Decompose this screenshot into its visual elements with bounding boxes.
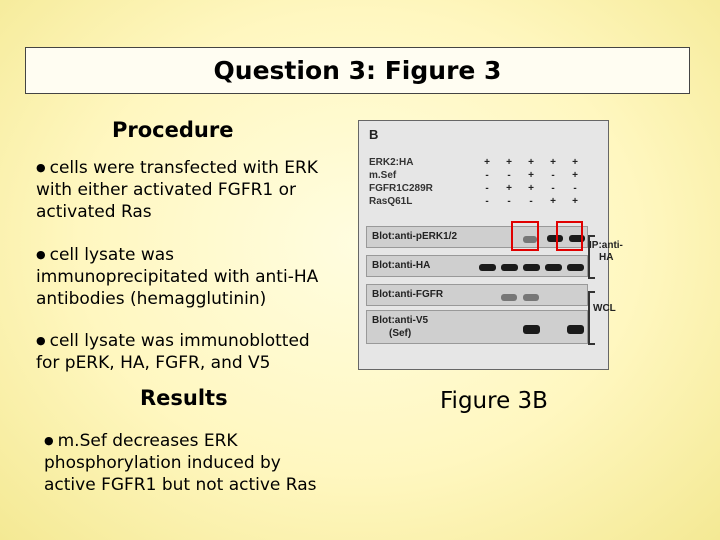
condition-label-ras: RasQ61L (369, 196, 413, 207)
bullet-dot: ● (44, 434, 54, 447)
procedure-bullet-1 (36, 157, 318, 223)
slide-title: Question 3: Figure 3 (213, 56, 502, 85)
sign-r4-l1: - (485, 196, 489, 207)
blot-label-ha: Blot:anti-HA (372, 260, 431, 271)
sign-r2-l4: - (551, 170, 555, 181)
band-fgfr-lane2 (501, 294, 517, 301)
procedure-bullet-3 (36, 330, 310, 374)
sign-r1-l5: + (572, 157, 578, 168)
sign-r1-l2: + (506, 157, 512, 168)
western-blot-figure (358, 120, 623, 370)
band-fgfr-lane3 (523, 294, 539, 301)
results-heading: Results (140, 386, 228, 410)
sign-r2-l1: - (485, 170, 489, 181)
sign-r3-l2: + (506, 183, 512, 194)
sign-r4-l2: - (507, 196, 511, 207)
bullet-dot: ● (36, 248, 46, 261)
ip-label-line-1: IP:anti- (589, 240, 623, 251)
procedure-bullet-3-line-1: cell lysate was immunoblotted (49, 331, 310, 351)
ip-label (589, 240, 623, 264)
band-ha-lane3 (523, 264, 540, 271)
procedure-bullet-1-line-2: with either activated FGFR1 or (36, 180, 297, 200)
condition-label-fgfr1: FGFR1C289R (369, 183, 433, 194)
procedure-heading: Procedure (112, 118, 234, 142)
procedure-bullet-1-line-1: cells were transfected with ERK (49, 158, 318, 178)
procedure-bullet-1-line-3: activated Ras (36, 202, 152, 222)
sign-r3-l3: + (528, 183, 534, 194)
blot-strip-fgfr (366, 284, 588, 306)
figure-panel-letter: B (369, 127, 379, 142)
highlight-box-perk-msef-ras (556, 221, 583, 251)
procedure-bullet-2-line-1: cell lysate was (49, 245, 175, 265)
sign-r1-l1: + (484, 157, 490, 168)
sign-r1-l3: + (528, 157, 534, 168)
blot-strip-perk (366, 226, 588, 248)
sign-r2-l5: + (572, 170, 578, 181)
figure-caption: Figure 3B (440, 388, 548, 414)
blot-label-fgfr: Blot:anti-FGFR (372, 289, 444, 300)
band-v5-lane3 (523, 325, 540, 334)
sign-r4-l3: - (529, 196, 533, 207)
sign-r3-l4: - (551, 183, 555, 194)
bullet-dot: ● (36, 161, 46, 174)
procedure-bullet-3-line-2: for pERK, HA, FGFR, and V5 (36, 353, 271, 373)
procedure-bullet-2-line-3: antibodies (hemagglutinin) (36, 289, 267, 309)
wcl-bracket (588, 291, 595, 345)
procedure-bullet-2-line-2: immunoprecipitated with anti-HA (36, 267, 319, 287)
ip-label-line-2: HA (599, 252, 614, 263)
wcl-label: WCL (593, 303, 616, 314)
band-ha-lane2 (501, 264, 518, 271)
sign-r3-l1: - (485, 183, 489, 194)
band-ha-lane5 (567, 264, 584, 271)
sign-r2-l2: - (507, 170, 511, 181)
bullet-dot: ● (36, 334, 46, 347)
blot-strip-ha (366, 255, 588, 277)
sign-r3-l5: - (573, 183, 577, 194)
results-bullet-1 (44, 430, 317, 496)
results-bullet-1-line-2: phosphorylation induced by (44, 453, 281, 473)
results-bullet-1-line-3: active FGFR1 but not active Ras (44, 475, 317, 495)
sign-r4-l4: + (550, 196, 556, 207)
blot-label-v5: Blot:anti-V5 (372, 315, 429, 326)
blot-sublabel-sef: (Sef) (389, 328, 412, 339)
sign-r2-l3: + (528, 170, 534, 181)
condition-label-erk2: ERK2:HA (369, 157, 414, 168)
band-ha-lane1 (479, 264, 496, 271)
highlight-box-perk-msef-fgfr (511, 221, 539, 251)
band-v5-lane5 (567, 325, 584, 334)
band-ha-lane4 (545, 264, 562, 271)
sign-r4-l5: + (572, 196, 578, 207)
condition-label-msef: m.Sef (369, 170, 397, 181)
sign-r1-l4: + (550, 157, 556, 168)
procedure-bullet-2 (36, 244, 318, 310)
title-box (25, 47, 690, 94)
blot-label-perk: Blot:anti-pERK1/2 (372, 231, 457, 242)
results-bullet-1-line-1: m.Sef decreases ERK (57, 431, 238, 451)
blot-strip-v5 (366, 310, 588, 344)
